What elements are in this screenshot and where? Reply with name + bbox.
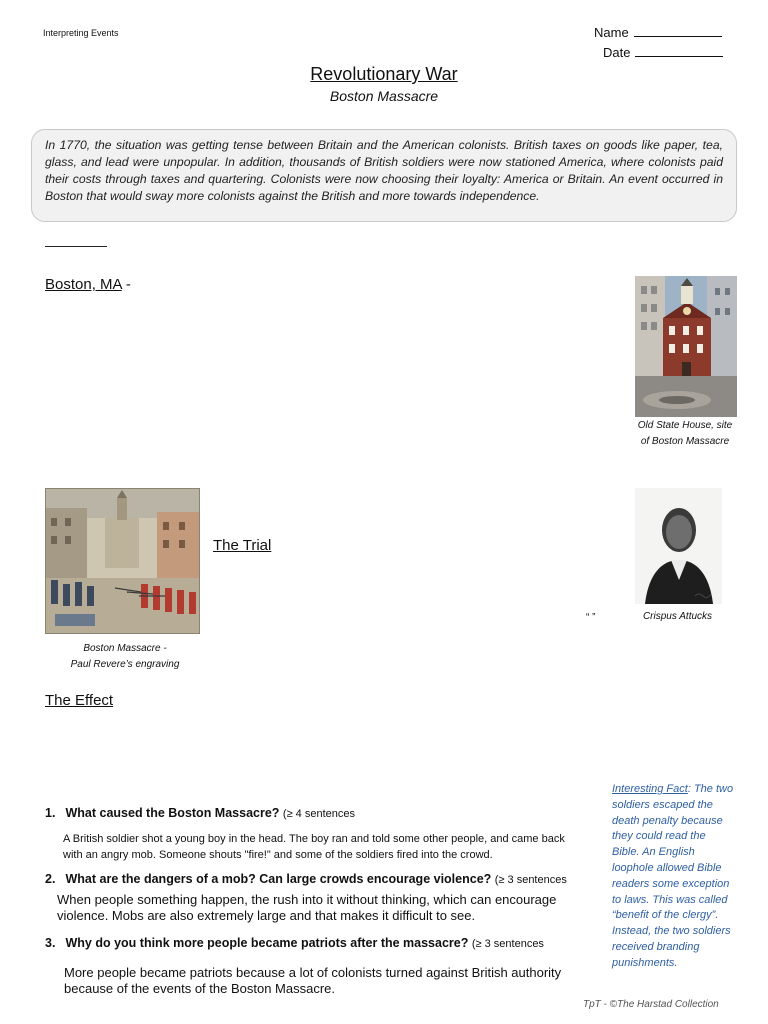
section-boston-label: Boston, MA bbox=[45, 276, 122, 293]
engraving-caption bbox=[45, 641, 205, 672]
date-field bbox=[603, 44, 723, 60]
section-boston bbox=[45, 276, 131, 293]
section-trial bbox=[213, 537, 271, 554]
interesting-fact bbox=[612, 782, 734, 972]
caption-line: Paul Revere’s engraving bbox=[70, 658, 180, 670]
section-boston-dash: - bbox=[125, 276, 131, 293]
date-blank bbox=[635, 44, 723, 57]
caption-line: of Boston Massacre bbox=[640, 435, 730, 447]
page-subtitle: Boston Massacre bbox=[329, 88, 439, 104]
question-text: What caused the Boston Massacre? bbox=[65, 806, 280, 820]
page-title: Revolutionary War bbox=[310, 64, 458, 84]
divider-line bbox=[45, 246, 107, 247]
boston-massacre-engraving bbox=[45, 488, 200, 634]
name-field bbox=[594, 24, 722, 40]
crispus-attucks-portrait bbox=[635, 488, 722, 604]
section-effect bbox=[45, 692, 113, 709]
old-state-house-caption bbox=[630, 418, 740, 449]
footer-credit: TpT - ©The Harstad Collection bbox=[583, 999, 719, 1010]
quote-marks: “ ” bbox=[586, 612, 596, 623]
interesting-fact-label: Interesting Fact bbox=[612, 783, 688, 795]
name-label: Name bbox=[594, 25, 629, 40]
answer-2: When people something happen, the rush into it without thinking, which can encourage violence. Mobs are also extremely large and that makes it difficult to see. bbox=[57, 892, 557, 923]
question-number: 1. bbox=[45, 806, 56, 820]
intro-box: In 1770, the situation was getting tense between Britain and the American colonists. British taxes on goods like paper, tea, glass, and lead were unpopular. In addition, thousands of British soldiers were now stationed America, where colonists paid their costs through taxes and quartering. Colonists were now choosing their loyalty: America or Britain. An event occurred in Boston that would sway more colonists against the British and more towards independence. bbox=[31, 129, 737, 222]
old-state-house-photo bbox=[635, 276, 737, 417]
section-effect-label: The Effect bbox=[45, 692, 114, 709]
question-3 bbox=[45, 936, 605, 950]
question-number: 2. bbox=[45, 872, 56, 886]
answer-3: More people became patriots because a lot of colonists turned against British authority because of the events of the Boston Massacre. bbox=[64, 965, 562, 996]
header-label: Interpreting Events bbox=[43, 28, 119, 38]
question-text: Why do you think more people became patriots after the massacre? bbox=[65, 936, 469, 950]
section-trial-label: The Trial bbox=[213, 537, 272, 554]
question-hint: (≥ 3 sentences bbox=[494, 874, 567, 886]
attucks-caption: Crispus Attucks bbox=[642, 611, 713, 622]
date-label: Date bbox=[603, 45, 631, 60]
question-2 bbox=[45, 872, 605, 886]
answer-1: A British soldier shot a young boy in the head. The boy ran and told some other people, and came back with an angry mob. Someone shouts "fire!" and some of the soldiers fired into the crowd. bbox=[63, 833, 565, 861]
question-hint: (≥ 4 sentences bbox=[282, 808, 355, 820]
caption-line: Boston Massacre - bbox=[83, 643, 167, 654]
name-blank bbox=[634, 24, 722, 37]
question-text: What are the dangers of a mob? Can large crowds encourage violence? bbox=[65, 872, 492, 886]
question-hint: (≥ 3 sentences bbox=[471, 938, 544, 950]
interesting-fact-text: : The two soldiers escaped the death penalty because they could read the Bible. An English loophole allowed Bible readers some exception to laws. This was called “benefit of the clergy”. Instead, the two soldiers received branding punishments. bbox=[612, 783, 734, 969]
question-number: 3. bbox=[45, 936, 56, 950]
question-1 bbox=[45, 806, 605, 820]
caption-line: Old State House, site bbox=[637, 420, 733, 431]
